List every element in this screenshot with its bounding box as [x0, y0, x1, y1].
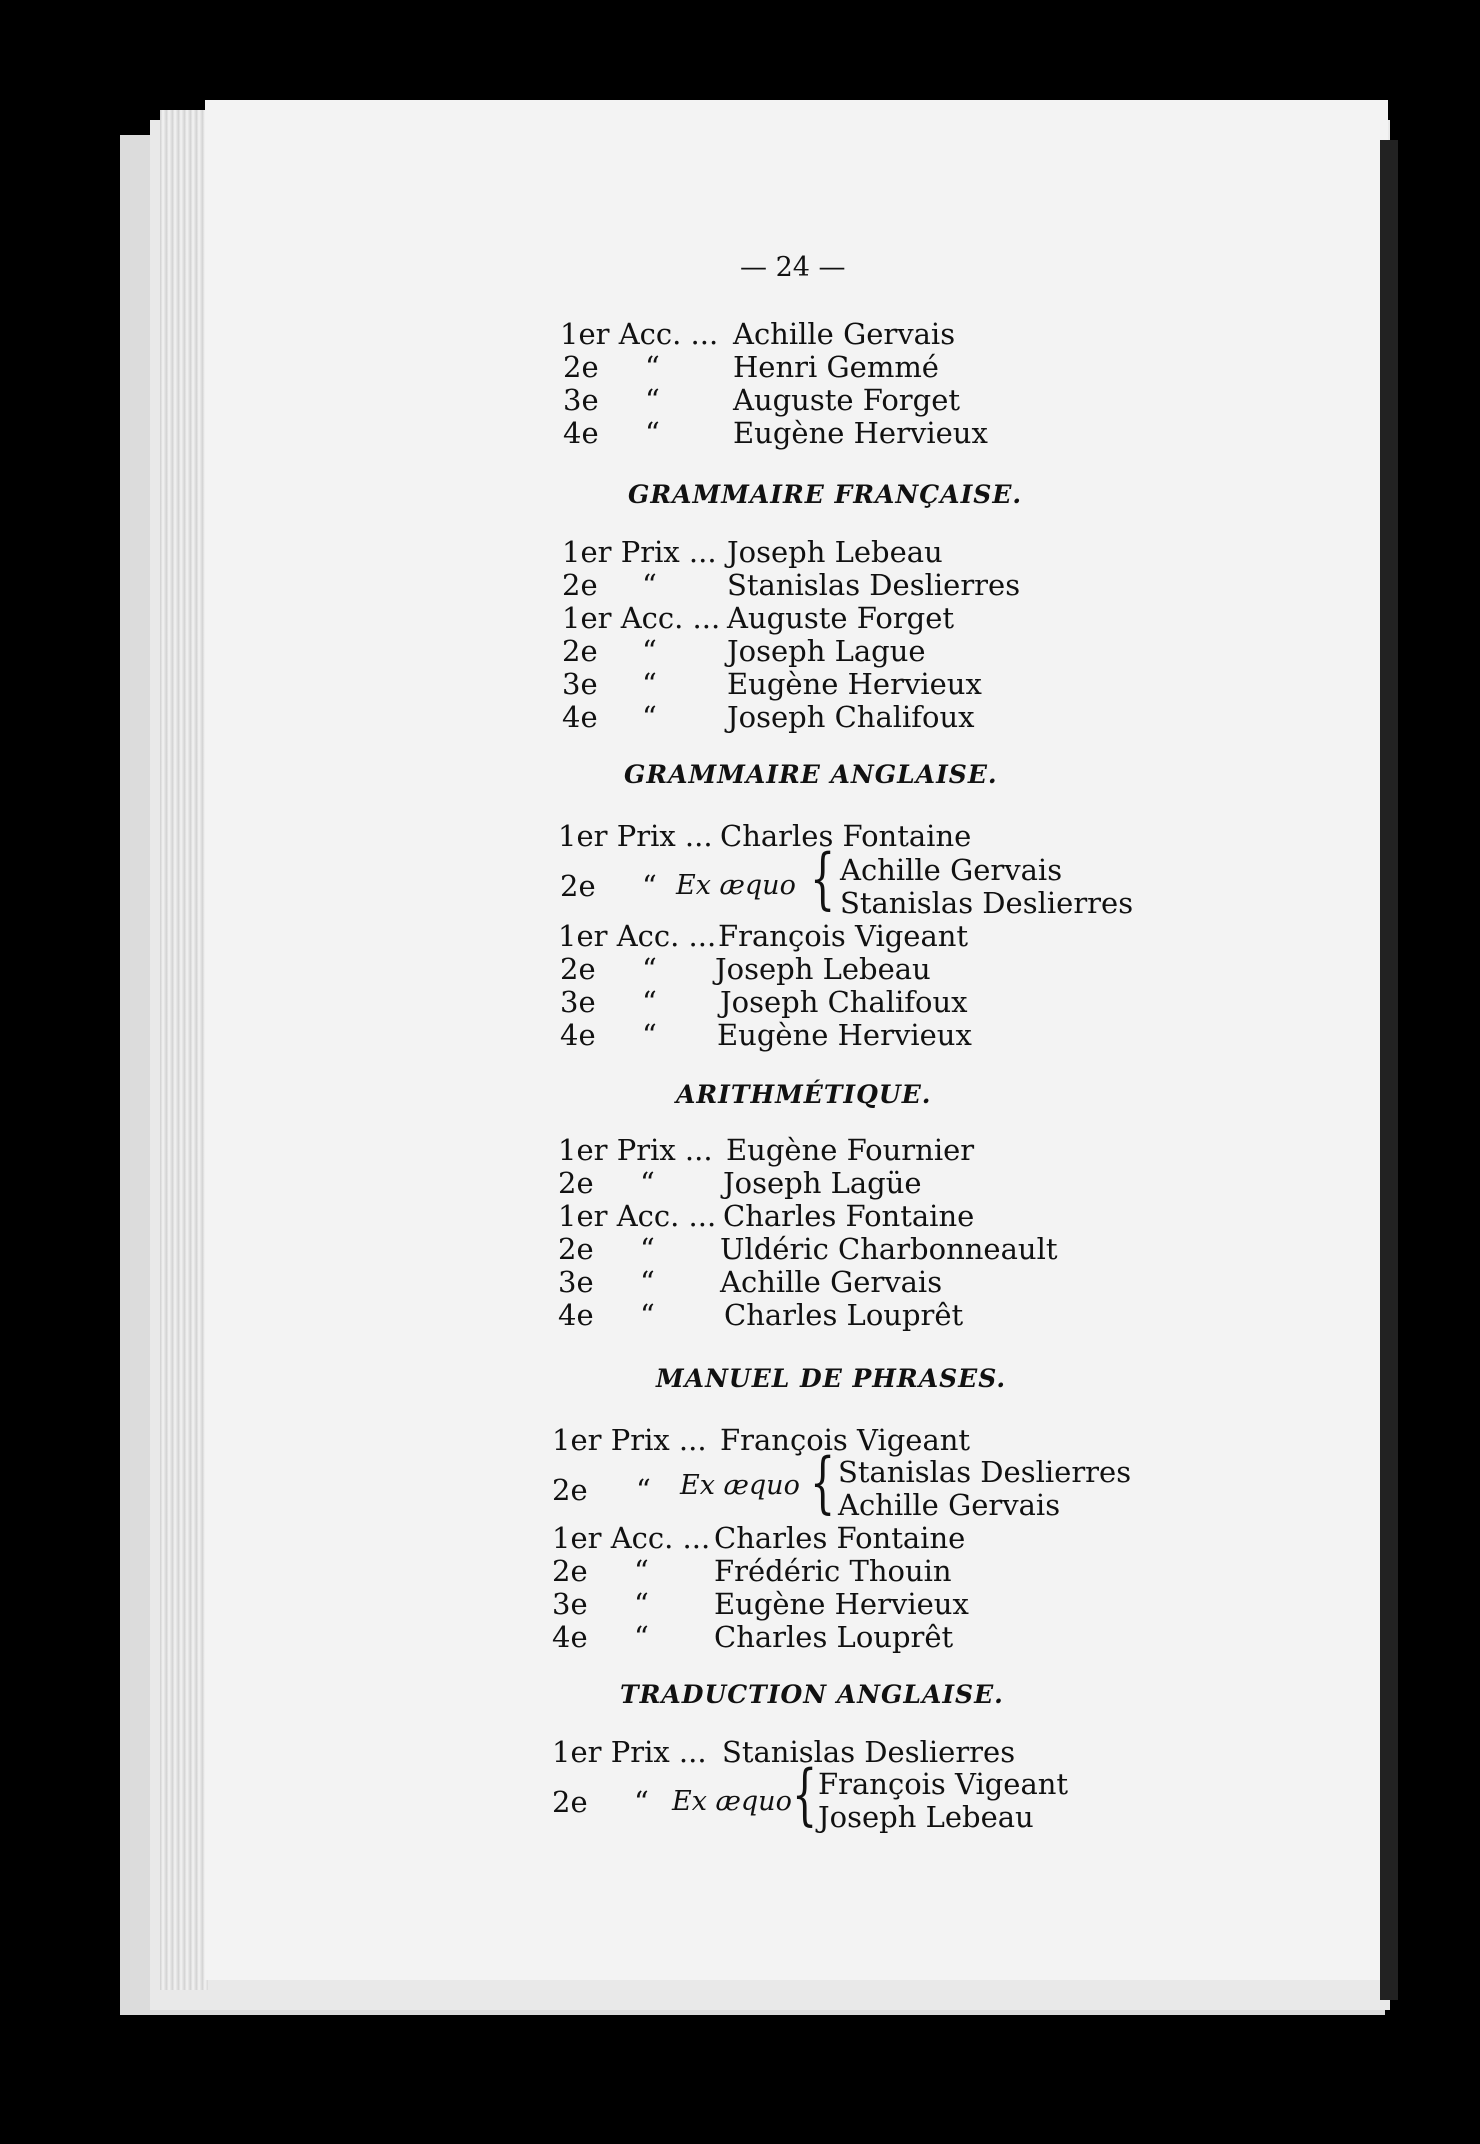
rank: 2e — [552, 1785, 588, 1819]
student-name: Joseph Lague — [727, 634, 926, 668]
student-name: Henri Gemmé — [733, 350, 939, 384]
rank: 2e — [558, 1166, 594, 1200]
student-name: Eugène Hervieux — [714, 1587, 969, 1621]
student-name: Charles Fontaine — [720, 819, 972, 853]
rank: 3e — [558, 1265, 594, 1299]
student-name: Eugène Hervieux — [733, 416, 988, 450]
student-name: Joseph Lebeau — [818, 1800, 1034, 1834]
ditto-mark: “ — [640, 1265, 655, 1299]
ditto-mark: “ — [640, 1298, 655, 1332]
rank: 1er Acc. ... — [558, 1199, 717, 1233]
student-name: Stanislas Deslierres — [727, 568, 1021, 602]
rank: 2e — [562, 634, 598, 668]
student-name: Charles Fontaine — [723, 1199, 975, 1233]
rank: 1er Prix ... — [562, 535, 717, 569]
ditto-mark: “ — [642, 985, 657, 1019]
ditto-mark: “ — [645, 350, 660, 384]
rank: 4e — [560, 1018, 596, 1052]
ditto-mark: “ — [634, 1587, 649, 1621]
brace: { — [792, 1756, 818, 1833]
section-heading: ARITHMÉTIQUE. — [676, 1080, 932, 1109]
student-name: Auguste Forget — [727, 601, 955, 635]
rank: 2e — [558, 1232, 594, 1266]
student-name: Charles Fontaine — [714, 1521, 966, 1555]
rank: 2e — [563, 350, 599, 384]
student-name: Achille Gervais — [838, 1488, 1061, 1522]
student-name: Achille Gervais — [733, 317, 956, 351]
ditto-mark: “ — [634, 1785, 649, 1819]
student-name: Auguste Forget — [733, 383, 961, 417]
rank: 4e — [558, 1298, 594, 1332]
student-name: Eugène Hervieux — [727, 667, 982, 701]
rank: 2e — [552, 1473, 588, 1507]
student-name: Joseph Chalifoux — [727, 700, 975, 734]
rank: 1er Prix ... — [552, 1735, 707, 1769]
ditto-mark: “ — [645, 416, 660, 450]
student-name: Achille Gervais — [720, 1265, 943, 1299]
page-edges — [160, 110, 208, 1990]
ditto-mark: “ — [642, 869, 657, 903]
student-name: François Vigeant — [718, 919, 969, 953]
gutter-shadow — [1380, 140, 1398, 2000]
section-heading: GRAMMAIRE FRANÇAISE. — [628, 480, 1023, 509]
page-number: — 24 — — [740, 252, 846, 283]
ditto-mark: “ — [642, 700, 657, 734]
ditto-mark: “ — [642, 952, 657, 986]
rank: 2e — [552, 1554, 588, 1588]
section-heading: MANUEL DE PHRASES. — [656, 1364, 1007, 1393]
student-name: Stanislas Deslierres — [838, 1455, 1132, 1489]
student-name: Achille Gervais — [840, 853, 1063, 887]
ditto-mark: “ — [636, 1473, 651, 1507]
brace: { — [810, 1444, 836, 1521]
student-name: François Vigeant — [720, 1423, 971, 1457]
ditto-mark: “ — [640, 1166, 655, 1200]
rank: 1er Prix ... — [552, 1423, 707, 1457]
rank: 1er Acc. ... — [558, 919, 717, 953]
rank: 1er Prix ... — [558, 819, 713, 853]
ex-aequo-label: Ex æquo — [680, 1470, 800, 1501]
rank: 2e — [562, 568, 598, 602]
student-name: François Vigeant — [818, 1767, 1069, 1801]
section-heading: GRAMMAIRE ANGLAISE. — [624, 760, 998, 789]
rank: 2e — [560, 869, 596, 903]
student-name: Eugène Hervieux — [717, 1018, 972, 1052]
rank: 3e — [560, 985, 596, 1019]
rank: 4e — [552, 1620, 588, 1654]
student-name: Uldéric Charbonneault — [720, 1232, 1058, 1266]
section-heading: TRADUCTION ANGLAISE. — [620, 1680, 1004, 1709]
ditto-mark: “ — [642, 1018, 657, 1052]
student-name: Joseph Lebeau — [715, 952, 931, 986]
ditto-mark: “ — [640, 1232, 655, 1266]
brace: { — [810, 840, 836, 917]
rank: 3e — [562, 667, 598, 701]
student-name: Joseph Lebeau — [727, 535, 943, 569]
ditto-mark: “ — [634, 1620, 649, 1654]
rank: 1er Acc. ... — [552, 1521, 711, 1555]
student-name: Joseph Chalifoux — [720, 985, 968, 1019]
rank: 3e — [563, 383, 599, 417]
ex-aequo-label: Ex æquo — [676, 870, 796, 901]
rank: 2e — [560, 952, 596, 986]
student-name: Eugène Fournier — [726, 1133, 975, 1167]
student-name: Charles Louprêt — [724, 1298, 964, 1332]
rank: 1er Prix ... — [558, 1133, 713, 1167]
rank: 3e — [552, 1587, 588, 1621]
student-name: Charles Louprêt — [714, 1620, 954, 1654]
student-name: Joseph Lagüe — [723, 1166, 922, 1200]
rank: 4e — [563, 416, 599, 450]
student-name: Stanislas Deslierres — [722, 1735, 1016, 1769]
student-name: Stanislas Deslierres — [840, 886, 1134, 920]
ditto-mark: “ — [634, 1554, 649, 1588]
ditto-mark: “ — [645, 383, 660, 417]
student-name: Frédéric Thouin — [714, 1554, 952, 1588]
ditto-mark: “ — [642, 568, 657, 602]
ditto-mark: “ — [642, 634, 657, 668]
ex-aequo-label: Ex æquo — [672, 1786, 792, 1817]
rank: 1er Acc. ... — [560, 317, 719, 351]
rank: 4e — [562, 700, 598, 734]
rank: 1er Acc. ... — [562, 601, 721, 635]
ditto-mark: “ — [642, 667, 657, 701]
